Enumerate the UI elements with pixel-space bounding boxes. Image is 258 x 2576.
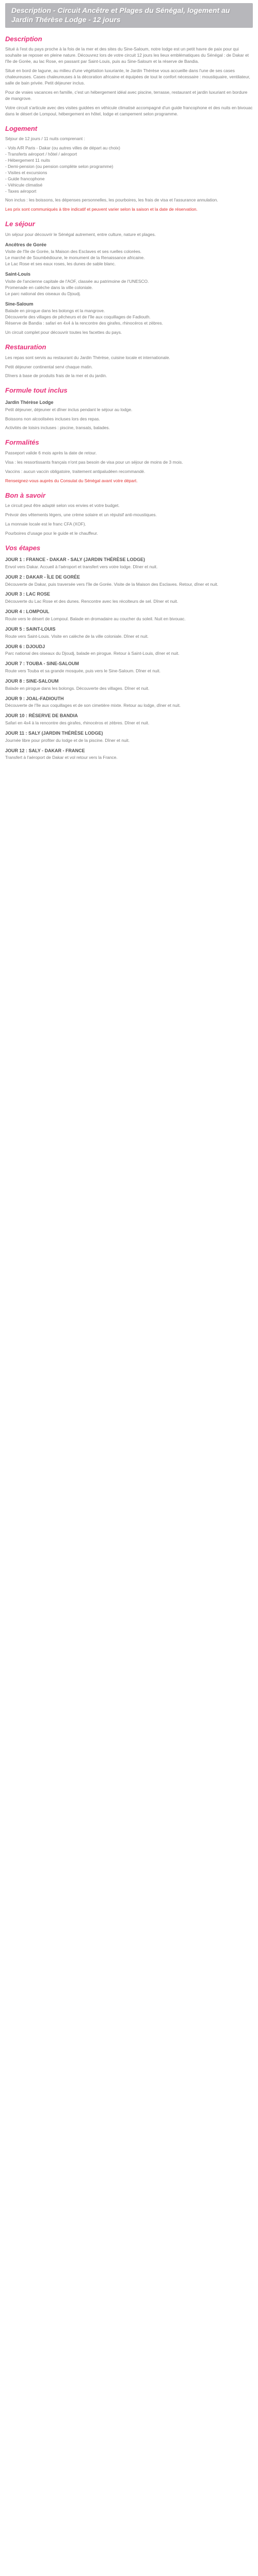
formalites-paragraph: Passeport valide 6 mois après la date de retour. [5,450,97,455]
day-item [5,713,253,726]
bon-a-savoir-paragraph: Le circuit peut être adapté selon vos envies et votre budget. [5,502,120,508]
day-item [5,556,253,570]
day-item [5,748,253,761]
section-inclus [5,124,253,213]
inclus-list [5,145,253,194]
list-item: Réserve de Bandia : safari en 4x4 à la rencontre des girafes, rhinocéros et zèbres. [5,320,163,326]
sejour-outro: Un circuit complet pour découvrir toutes les facettes du pays. [5,330,122,335]
list-item: - Vols A/R Paris - Dakar (ou autres villes de départ au choix) [5,145,120,151]
section-sejour [5,219,253,336]
list-item: - Hébergement 11 nuits [5,157,50,163]
list-item: - Transferts aéroport / hôtel / aéroport [5,151,77,157]
sejour-subheading: Sine-Saloum [5,301,34,307]
day-title: JOUR 10 : RÉSERVE DE BANDIA [5,713,78,719]
day-title: JOUR 5 : SAINT-LOUIS [5,626,56,632]
section-heading-formule: Formule tout inclus [5,386,68,395]
section-etapes [5,544,253,761]
day-title: JOUR 7 : TOUBA - SINE-SALOUM [5,661,79,667]
bon-a-savoir-paragraph: Prévoir des vêtements légers, une crème solaire et un répulsif anti-moustiques. [5,512,157,517]
restauration-paragraph: Petit déjeuner continental servi chaque matin. [5,364,93,369]
inclus-note: Non inclus : les boissons, les dépenses personnelles, les pourboires, les frais de visa et l'assurance annulation. [5,197,218,203]
sejour-list [5,249,253,267]
formalites-highlight: Renseignez-vous auprès du Consulat du Sénégal avant votre départ. [5,478,138,483]
day-title: JOUR 8 : SINE-SALOUM [5,678,59,684]
section-heading-etapes: Vos étapes [5,544,41,552]
day-title: JOUR 6 : DJOUDJ [5,643,45,649]
list-item: Visite de l'ancienne capitale de l'AOF, classée au patrimoine de l'UNESCO. [5,278,149,284]
day-item [5,678,253,692]
section-heading-sejour: Le séjour [5,220,35,228]
list-item: - Guide francophone [5,176,45,181]
day-item [5,608,253,622]
restauration-paragraph: Dîners à base de produits frais de la mer et du jardin. [5,373,107,379]
day-description: Route vers le désert de Lompoul. Balade en dromadaire au coucher du soleil. Nuit en bivouac. [5,616,186,621]
list-item: - Véhicule climatisé [5,182,43,188]
list-item: Le Lac Rose et ses eaux roses, les dunes de sable blanc. [5,261,116,267]
section-bon-a-savoir [5,491,253,537]
formalites-paragraph: Vaccins : aucun vaccin obligatoire, traitement antipaludéen recommandé. [5,468,146,474]
list-item: - Taxes aéroport [5,188,37,194]
day-description: Parc national des oiseaux du Djoudj, balade en pirogue. Retour à Saint-Louis, dîner et nuit. [5,651,180,656]
day-description: Route vers Touba et sa grande mosquée, puis vers le Sine-Saloum. Dîner et nuit. [5,668,161,673]
sejour-list [5,279,253,297]
restauration-paragraph: Les repas sont servis au restaurant du Jardin Thérèse, cuisine locale et internationale. [5,354,170,360]
day-item [5,730,253,744]
day-description: Balade en pirogue dans les bolongs. Découverte des villages. Dîner et nuit. [5,685,150,691]
formalites-paragraph: Visa : les ressortissants français n'ont pas besoin de visa pour un séjour de moins de 3 mois. [5,459,183,465]
day-description: Découverte du Lac Rose et des dunes. Rencontre avec les récolteurs de sel. Dîner et nuit. [5,599,179,604]
day-title: JOUR 12 : SALY - DAKAR - FRANCE [5,748,85,753]
section-description [5,35,253,117]
sejour-subheading: Ancêtres de Gorée [5,242,47,247]
day-description: Safari en 4x4 à la rencontre des girafes, rhinocéros et zèbres. Dîner et nuit. [5,720,150,726]
list-item: Découverte des villages de pêcheurs et de l'île aux coquillages de Fadiouth. [5,314,151,320]
inclus-highlight: Les prix sont communiqués à titre indicatif et peuvent varier selon la saison et la date de réservation. [5,207,198,212]
day-description: Découverte de l'île aux coquillages et de son cimetière mixte. Retour au lodge, dîner et nuit. [5,703,181,708]
page-title: Description - Circuit Ancêtre et Plages du Sénégal, logement au Jardin Thérèse Lodge - 12 jours [11,6,230,24]
day-item [5,696,253,709]
description-paragraph: Pour de vraies vacances en famille, c'est un hébergement idéal avec piscine, terrasse, restaurant et jardin luxuriant en bordure de mangrove. [5,89,248,101]
day-title: JOUR 2 : DAKAR - ÎLE DE GORÉE [5,574,80,580]
formule-paragraph: Activités de loisirs incluses : piscine, transats, balades. [5,425,110,431]
day-title: JOUR 4 : LOMPOUL [5,609,50,615]
page [0,0,258,774]
list-item: Visite de l'île de Gorée, la Maison des Esclaves et ses ruelles colorées. [5,249,141,255]
day-title: JOUR 3 : LAC ROSE [5,591,51,597]
section-heading-description: Description [5,35,42,43]
description-paragraph: Situé en bord de lagune, au milieu d'une végétation luxuriante, le Jardin Thérèse vous accueille dans l'une de ses cases chaleureuses. Cases chaleureuses à la décoration africaine et équipées de tout le confort nécessaire : moustiquaire, ventilateur, salle de bain privée. Petit déjeuner inclus. [5,68,250,86]
day-item [5,626,253,640]
inclus-intro: Séjour de 12 jours / 11 nuits comprenant : [5,136,85,142]
formule-paragraph: Petit déjeuner, déjeuner et dîner inclus pendant le séjour au lodge. [5,406,133,412]
sejour-subheading: Saint-Louis [5,272,30,277]
section-heading-inclus: Logement [5,124,38,132]
sejour-intro: Un séjour pour découvrir le Sénégal autrement, entre culture, nature et plages. [5,231,156,237]
list-item: Promenade en calèche dans la ville coloniale. [5,284,93,290]
description-paragraph: Votre circuit s'articule avec des visites guidées en véhicule climatisé accompagné d'un guide francophone et des nuits en bivouac dans le désert de Lompoul, hébergement en hôtel, lodge et campement selon programme. [5,105,253,116]
formule-paragraph: Boissons non alcoolisées incluses lors des repas. [5,416,100,421]
list-item: - Demi-pension (ou pension complète selon programme) [5,163,114,169]
day-item [5,643,253,657]
section-restauration [5,343,253,379]
section-formule [5,386,253,431]
section-heading-restauration: Restauration [5,343,46,351]
day-description: Route vers Saint-Louis. Visite en calèche de la ville coloniale. Dîner et nuit. [5,633,149,639]
day-item [5,574,253,588]
day-description: Envol vers Dakar. Accueil à l'aéroport et transfert vers votre lodge. Dîner et nuit. [5,564,158,569]
section-heading-bon-a-savoir: Bon à savoir [5,491,46,499]
day-item [5,591,253,605]
list-item: - Visites et excursions [5,170,47,175]
section-formalites [5,438,253,484]
section-heading-formalites: Formalités [5,438,39,447]
day-description: Transfert à l'aéroport de Dakar et vol retour vers la France. [5,755,118,760]
list-item: Le parc national des oiseaux du Djoudj. [5,291,81,296]
sejour-list [5,308,253,327]
bon-a-savoir-paragraph: La monnaie locale est le franc CFA (XOF). [5,521,86,527]
formule-subheading: Jardin Thérèse Lodge [5,399,54,405]
day-item [5,660,253,674]
list-item: Balade en pirogue dans les bolongs et la mangrove. [5,308,105,314]
day-description: Journée libre pour profiter du lodge et de la piscine. Dîner et nuit. [5,737,130,743]
page-banner [5,3,253,28]
day-title: JOUR 9 : JOAL-FADIOUTH [5,696,64,701]
day-description: Découverte de Dakar, puis traversée vers l'île de Gorée. Visite de la Maison des Esclaves. Retour, dîner et nuit. [5,581,218,587]
day-title: JOUR 11 : SALY (JARDIN THÉRÈSE LODGE) [5,730,103,736]
description-paragraph: Situé à l'est du pays proche à la fois de la mer et des sites du Sine-Saloum, notre lodge est un petit havre de paix pour qui souhaite se reposer en pleine nature. Découvrez lors de votre circuit 12 jours les lieux emblématiques du Sénégal : de Dakar et l'île de Gorée, au lac Rose, en passant par Saint-Louis, puis au Sine-Saloum et la réserve de Bandia. [5,46,249,64]
day-title: JOUR 1 : FRANCE - DAKAR - SALY (JARDIN THÉRÈSE LODGE) [5,557,146,563]
bon-a-savoir-paragraph: Pourboires d'usage pour le guide et le chauffeur. [5,530,98,536]
days-list [5,556,253,761]
list-item: Le marché de Soumbédioune, le monument de la Renaissance africaine. [5,255,145,261]
